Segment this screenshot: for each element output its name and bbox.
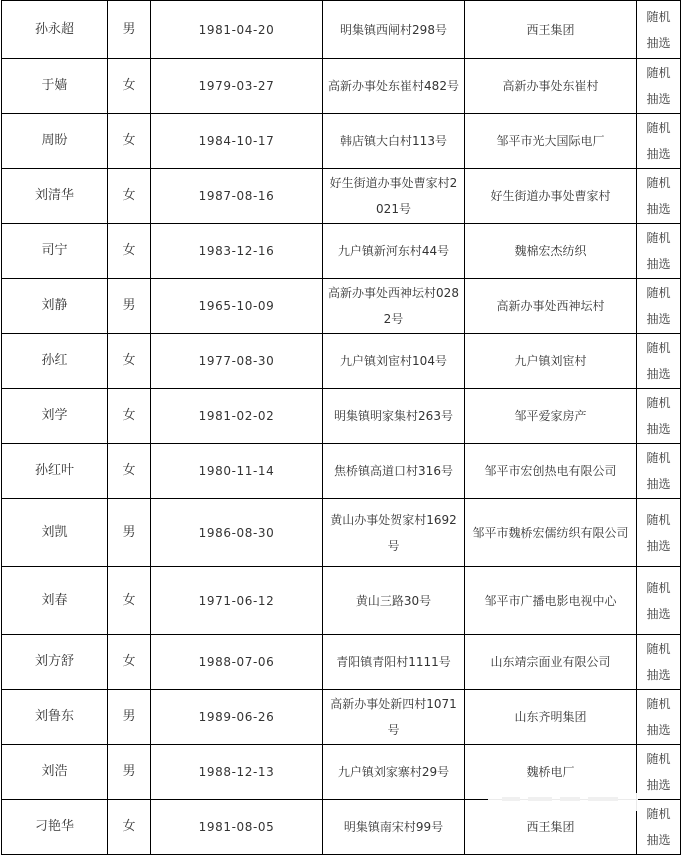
name-cell: 司宁	[2, 224, 108, 279]
gender-cell: 男	[108, 499, 151, 567]
address-cell: 明集镇南宋村99号	[323, 800, 465, 855]
name-cell: 孙红叶	[2, 444, 108, 499]
birth-date-cell: 1965-10-09	[151, 279, 323, 334]
address-cell: 高新办事处东崔村482号	[323, 59, 465, 114]
name-cell: 刘静	[2, 279, 108, 334]
birth-date-cell: 1986-08-30	[151, 499, 323, 567]
watermark-stroke	[560, 797, 580, 801]
gender-cell: 男	[108, 1, 151, 59]
table-row	[2, 499, 681, 567]
birth-date-cell: 1979-03-27	[151, 59, 323, 114]
work-unit-cell: 邹平市宏创热电有限公司	[465, 444, 637, 499]
selection-method-cell: 随机抽选	[637, 745, 681, 800]
address-cell: 九户镇新河东村44号	[323, 224, 465, 279]
table-row	[2, 59, 681, 114]
table-row	[2, 224, 681, 279]
selection-method-cell: 随机抽选	[637, 567, 681, 635]
table-row	[2, 389, 681, 444]
selection-method-cell: 随机抽选	[637, 499, 681, 567]
work-unit-cell: 山东靖宗面业有限公司	[465, 635, 637, 690]
birth-date-cell: 1988-12-13	[151, 745, 323, 800]
name-cell: 刘方舒	[2, 635, 108, 690]
name-cell: 刘学	[2, 389, 108, 444]
name-cell: 刘凯	[2, 499, 108, 567]
birth-date-cell: 1981-04-20	[151, 1, 323, 59]
selection-method-cell: 随机抽选	[637, 169, 681, 224]
name-cell: 刘鲁东	[2, 690, 108, 745]
watermark-stroke	[502, 797, 520, 801]
gender-cell: 女	[108, 800, 151, 855]
birth-date-cell: 1981-02-02	[151, 389, 323, 444]
address-cell: 好生街道办事处曹家村2021号	[323, 169, 465, 224]
name-cell: 刘春	[2, 567, 108, 635]
juror-table	[1, 0, 681, 855]
work-unit-cell: 魏棉宏杰纺织	[465, 224, 637, 279]
table-row	[2, 690, 681, 745]
table-row	[2, 745, 681, 800]
work-unit-cell: 九户镇刘宦村	[465, 334, 637, 389]
birth-date-cell: 1981-08-05	[151, 800, 323, 855]
address-cell: 明集镇西闸村298号	[323, 1, 465, 59]
selection-method-cell: 随机抽选	[637, 114, 681, 169]
table-row	[2, 567, 681, 635]
selection-method-cell: 随机抽选	[637, 224, 681, 279]
name-cell: 孙红	[2, 334, 108, 389]
selection-method-cell: 随机抽选	[637, 800, 681, 855]
work-unit-cell: 西王集团	[465, 1, 637, 59]
table-row	[2, 635, 681, 690]
birth-date-cell: 1984-10-17	[151, 114, 323, 169]
table-row	[2, 114, 681, 169]
work-unit-cell: 邹平爱家房产	[465, 389, 637, 444]
birth-date-cell: 1971-06-12	[151, 567, 323, 635]
table-row	[2, 1, 681, 59]
work-unit-cell: 邹平市魏桥宏儒纺织有限公司	[465, 499, 637, 567]
birth-date-cell: 1988-07-06	[151, 635, 323, 690]
selection-method-cell: 随机抽选	[637, 690, 681, 745]
selection-method-cell: 随机抽选	[637, 389, 681, 444]
table-row	[2, 444, 681, 499]
watermark-overlay	[488, 793, 638, 811]
birth-date-cell: 1989-06-26	[151, 690, 323, 745]
address-cell: 九户镇刘家寨村29号	[323, 745, 465, 800]
name-cell: 于嫱	[2, 59, 108, 114]
table-row	[2, 279, 681, 334]
address-cell: 黄山办事处贺家村1692号	[323, 499, 465, 567]
work-unit-cell: 邹平市广播电影电视中心	[465, 567, 637, 635]
address-cell: 青阳镇青阳村1111号	[323, 635, 465, 690]
selection-method-cell: 随机抽选	[637, 334, 681, 389]
work-unit-cell: 魏桥电厂	[465, 745, 637, 800]
address-cell: 焦桥镇高道口村316号	[323, 444, 465, 499]
birth-date-cell: 1987-08-16	[151, 169, 323, 224]
gender-cell: 男	[108, 690, 151, 745]
gender-cell: 女	[108, 224, 151, 279]
work-unit-cell: 高新办事处东崔村	[465, 59, 637, 114]
name-cell: 刘浩	[2, 745, 108, 800]
selection-method-cell: 随机抽选	[637, 444, 681, 499]
work-unit-cell: 高新办事处西神坛村	[465, 279, 637, 334]
gender-cell: 女	[108, 334, 151, 389]
name-cell: 孙永超	[2, 1, 108, 59]
gender-cell: 女	[108, 114, 151, 169]
selection-method-cell: 随机抽选	[637, 635, 681, 690]
selection-method-cell: 随机抽选	[637, 279, 681, 334]
table-row	[2, 334, 681, 389]
gender-cell: 男	[108, 279, 151, 334]
watermark-stroke	[588, 797, 618, 801]
selection-method-cell: 随机抽选	[637, 1, 681, 59]
birth-date-cell: 1980-11-14	[151, 444, 323, 499]
address-cell: 韩店镇大白村113号	[323, 114, 465, 169]
address-cell: 明集镇明家集村263号	[323, 389, 465, 444]
name-cell: 刁艳华	[2, 800, 108, 855]
gender-cell: 男	[108, 745, 151, 800]
work-unit-cell: 山东齐明集团	[465, 690, 637, 745]
work-unit-cell: 好生街道办事处曹家村	[465, 169, 637, 224]
birth-date-cell: 1983-12-16	[151, 224, 323, 279]
gender-cell: 女	[108, 567, 151, 635]
name-cell: 周盼	[2, 114, 108, 169]
gender-cell: 女	[108, 444, 151, 499]
address-cell: 九户镇刘宦村104号	[323, 334, 465, 389]
gender-cell: 女	[108, 635, 151, 690]
name-cell: 刘清华	[2, 169, 108, 224]
work-unit-cell: 西王集团	[465, 800, 637, 855]
address-cell: 黄山三路30号	[323, 567, 465, 635]
table-row	[2, 169, 681, 224]
work-unit-cell: 邹平市光大国际电厂	[465, 114, 637, 169]
gender-cell: 女	[108, 389, 151, 444]
birth-date-cell: 1977-08-30	[151, 334, 323, 389]
watermark-stroke	[528, 797, 552, 801]
gender-cell: 女	[108, 59, 151, 114]
selection-method-cell: 随机抽选	[637, 59, 681, 114]
address-cell: 高新办事处西神坛村0282号	[323, 279, 465, 334]
address-cell: 高新办事处新四村1071号	[323, 690, 465, 745]
gender-cell: 女	[108, 169, 151, 224]
